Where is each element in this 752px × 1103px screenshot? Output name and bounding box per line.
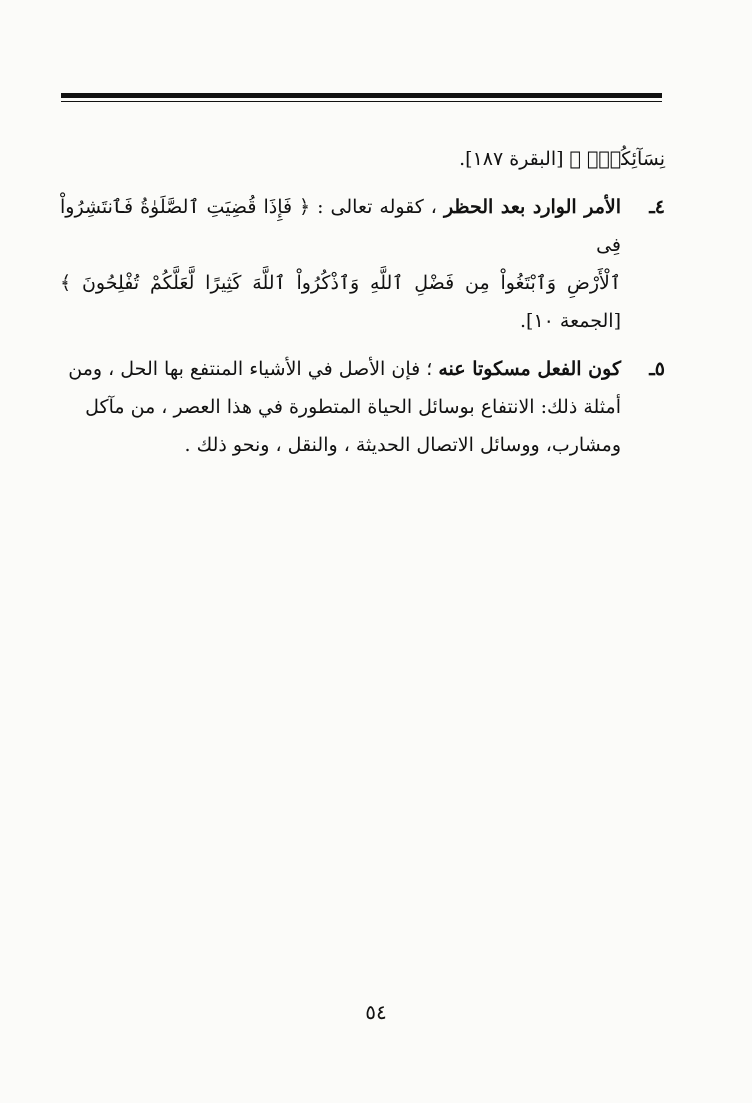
item-line (60, 188, 621, 264)
item-text: ؛ فإن الأصل في الأشياء المنتفع بها الحل ، ومن (68, 358, 433, 380)
item-title: كون الفعل مسكوتا عنه (438, 358, 621, 380)
item-number: ٤ـ (649, 196, 665, 218)
item-title: الأمر الوارد بعد الحظر (443, 196, 621, 218)
page-number: ٥٤ (365, 1000, 387, 1024)
header-rule-thin (61, 101, 662, 102)
item-text: ، كقوله تعالى : ﴿ فَإِذَا قُضِيَتِ ٱلصَّلَوٰةُ فَٱنتَشِرُواْ فِى (60, 196, 621, 256)
item-body (60, 188, 621, 340)
item-line: أمثلة ذلك: الانتفاع بوسائل الحياة المتطورة في هذا العصر ، من مآكل (85, 396, 621, 418)
list-item-4 (60, 188, 665, 340)
list-item-5 (60, 350, 665, 464)
header-rule-thick (61, 93, 662, 98)
page-body (60, 140, 665, 464)
item-line (60, 350, 621, 388)
continuation-line: نِسَآئِكُمْۚ ﴾ [البقرة ١٨٧]. (459, 148, 665, 170)
item-line: ومشارب، ووسائل الاتصال الحديثة ، والنقل ، ونحو ذلك . (184, 434, 621, 456)
item-line: ٱلْأَرْضِ وَٱبْتَغُواْ مِن فَضْلِ ٱللَّهِ وَٱذْكُرُواْ ٱللَّهَ كَثِيرًا لَّعَلَّكُمْ تُفْلِحُونَ ﴾ [الجمعة ١٠]. (60, 272, 621, 332)
item-number: ٥ـ (649, 358, 665, 380)
item-body (60, 350, 621, 464)
